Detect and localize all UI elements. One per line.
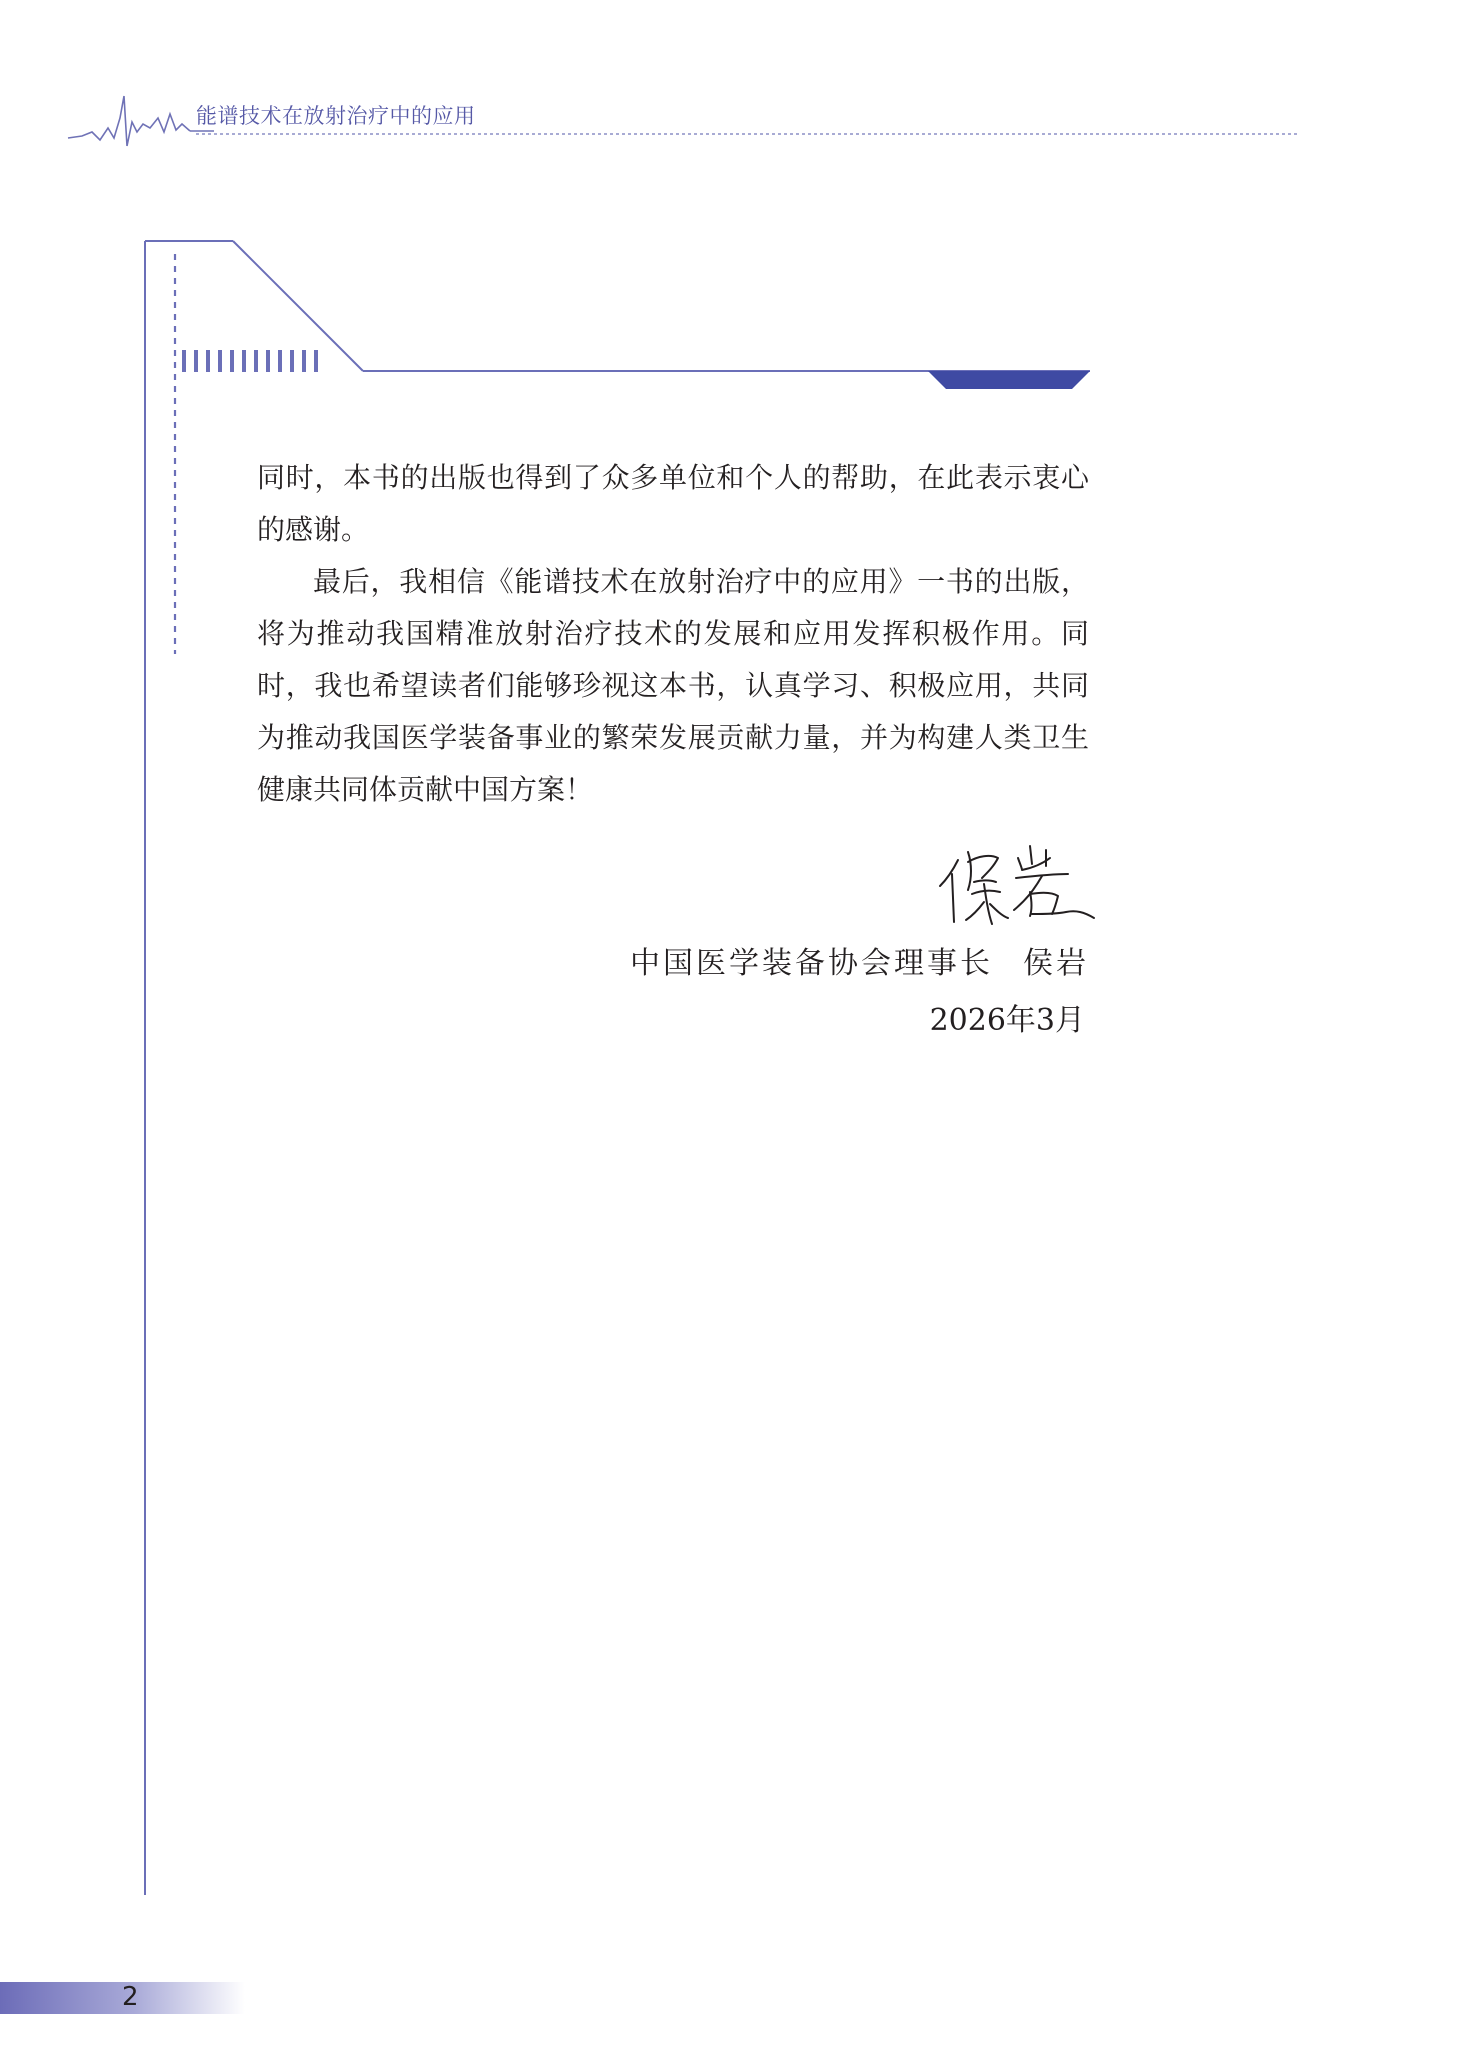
signatory-title: 中国医学装备协会理事长: [630, 946, 993, 981]
paragraph-conclusion: 最后，我相信《能谱技术在放射治疗中的应用》一书的出版，将为推动我国精准放射治疗技术的发展和应用发挥积极作用。同时，我也希望读者们能够珍视这本书，认真学习、积极应用，共同为推动我国医学装备事业的繁荣发展贡献力量，并为构建人类卫生健康共同体贡献中国方案！: [257, 565, 1089, 806]
running-header-title: 能谱技术在放射治疗中的应用: [196, 104, 476, 128]
header-heartbeat-icon: [68, 96, 214, 146]
page-number: 2: [122, 1982, 139, 2012]
handwritten-signature: [938, 838, 1098, 928]
paragraph-acknowledgement: 同时，本书的出版也得到了众多单位和个人的帮助，在此表示衷心的感谢。: [257, 461, 1089, 546]
signatory-name: 侯岩: [1023, 946, 1089, 981]
signature-date: 2026年3月: [929, 1003, 1085, 1038]
signatory-line: [630, 938, 1089, 982]
body-text: [257, 452, 1089, 816]
